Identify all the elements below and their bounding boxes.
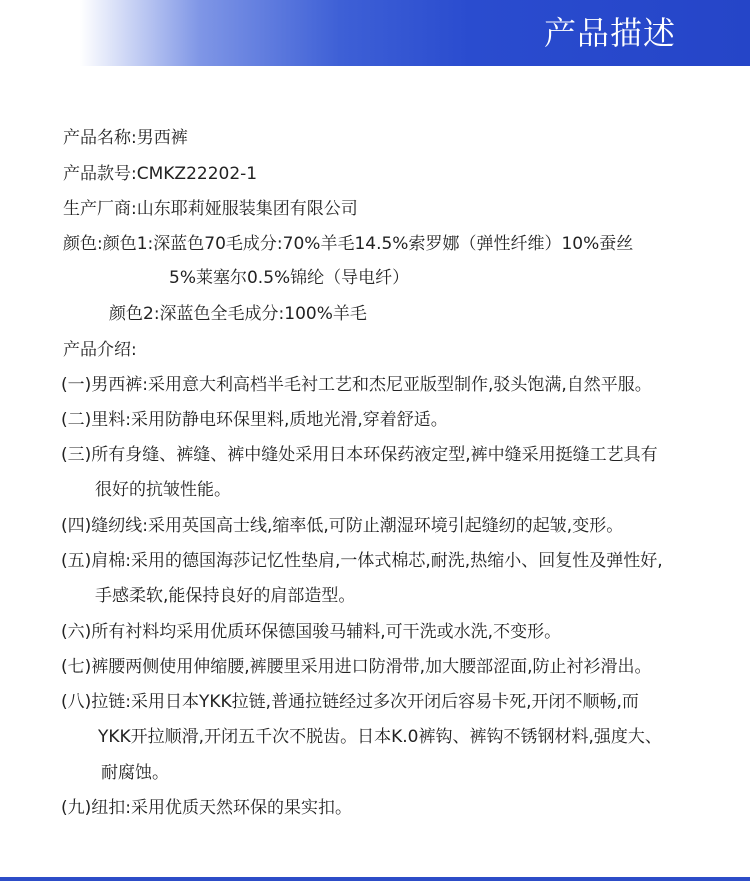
page-title: 产品描述	[543, 14, 676, 52]
color2-row	[109, 302, 367, 326]
color1-composition-label: 成分:	[242, 234, 283, 254]
color1-composition-continued	[169, 266, 409, 290]
manufacturer-label: 生产厂商:	[63, 199, 137, 219]
intro-heading	[63, 338, 137, 362]
product-code-row	[63, 162, 257, 186]
color1-value: 深蓝色70毛	[153, 234, 243, 254]
manufacturer-value: 山东耶莉娅服装集团有限公司	[136, 199, 358, 219]
intro-item-5: (五)肩棉:采用的德国海莎记忆性垫肩,一体式棉芯,耐洗,热缩小、回复性及弹性好,	[61, 551, 663, 571]
intro-item-3-continued: 很好的抗皱性能。	[95, 480, 231, 500]
intro-item-7: (七)裤腰两侧使用伸缩腰,裤腰里采用进口防滑带,加大腰部涩面,防止衬衫滑出。	[61, 657, 652, 677]
color2-value: 深蓝色全毛	[159, 304, 245, 324]
intro-item-2: (二)里料:采用防静电环保里料,质地光滑,穿着舒适。	[61, 410, 448, 430]
intro-item-1: (一)男西裤:采用意大利高档半毛衬工艺和杰尼亚版型制作,驳头饱满,自然平服。	[61, 375, 652, 395]
header-banner	[0, 0, 750, 66]
intro-item-8-continued: YKK开拉顺滑,开闭五千次不脱齿。日本K.0裤钩、裤钩不锈钢材料,强度大、	[98, 727, 662, 747]
intro-item-9: (九)纽扣:采用优质天然环保的果实扣。	[61, 798, 352, 818]
intro-item-8-continued-2: 耐腐蚀。	[101, 763, 169, 783]
color2-composition-label: 成分:	[244, 304, 285, 324]
intro-label: 产品介绍:	[63, 340, 137, 360]
color2-composition-value: 100%羊毛	[284, 304, 367, 324]
intro-item-6: (六)所有衬料均采用优质环保德国骏马辅料,可干洗或水洗,不变形。	[61, 622, 562, 642]
color2-label: 颜色2:	[109, 304, 160, 324]
manufacturer-row	[63, 197, 358, 221]
intro-item-3: (三)所有身缝、裤缝、裤中缝处采用日本环保药液定型,裤中缝采用挺缝工艺具有	[61, 445, 658, 465]
color1-label: 颜色1:	[102, 234, 154, 254]
color1-composition-value: 70%羊毛14.5%索罗娜（弹性纤维）10%蚕丝	[282, 234, 634, 254]
product-name-row	[63, 126, 188, 150]
intro-item-5-continued: 手感柔软,能保持良好的肩部造型。	[95, 586, 356, 606]
product-name-label: 产品名称:	[63, 128, 137, 148]
product-code-label: 产品款号:	[63, 164, 137, 184]
product-code-value: CMKZ22202-1	[136, 164, 258, 184]
color1-composition-value-line2: 5%莱塞尔0.5%锦纶（导电纤）	[169, 268, 410, 288]
product-name-value: 男西裤	[136, 128, 188, 148]
intro-item-4: (四)缝纫线:采用英国高士线,缩率低,可防止潮湿环境引起缝纫的起皱,变形。	[61, 516, 624, 536]
color-label: 颜色:	[63, 234, 103, 254]
color1-row	[63, 232, 633, 256]
intro-item-8: (八)拉链:采用日本YKK拉链,普通拉链经过多次开闭后容易卡死,开闭不顺畅,而	[61, 692, 639, 712]
bottom-divider	[0, 877, 750, 881]
